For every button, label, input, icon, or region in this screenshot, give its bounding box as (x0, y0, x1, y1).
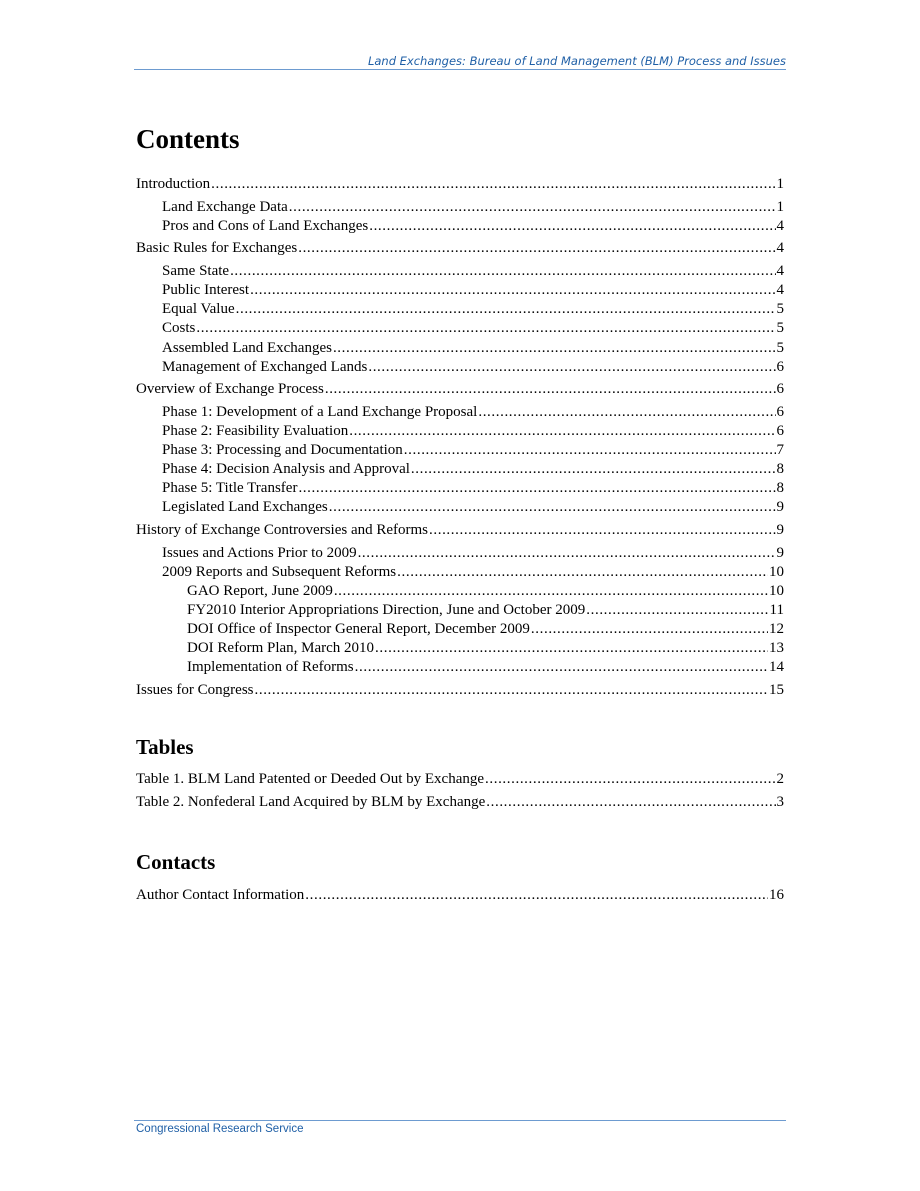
toc-entry-legislated-land-exchanges[interactable]: Legislated Land Exchanges ..... 9 (136, 498, 784, 517)
footer-rule (134, 1120, 786, 1121)
contents-heading: Contents (136, 124, 240, 154)
toc-entry-overview-of-exchange-process[interactable]: Overview of Exchange Process ..... 6 (136, 380, 784, 399)
toc-entry-phase-4[interactable]: Phase 4: Decision Analysis and Approval ..... 8 (136, 460, 784, 479)
header-rule (134, 69, 786, 70)
toc-entry-table-1[interactable]: Table 1. BLM Land Patented or Deeded Out by Exchange ..... 2 (136, 770, 784, 789)
toc-entry-management-of-exchanged-lands[interactable]: Management of Exchanged Lands ..... 6 (136, 358, 784, 377)
toc-entry-public-interest[interactable]: Public Interest ..... 4 (136, 281, 784, 300)
toc-entry-introduction[interactable]: Introduction ..... 1 (136, 175, 784, 194)
toc-entry-doi-reform-plan[interactable]: DOI Reform Plan, March 2010 ..... 13 (136, 639, 784, 658)
toc-entry-equal-value[interactable]: Equal Value ..... 5 (136, 300, 784, 319)
toc-entry-land-exchange-data[interactable]: Land Exchange Data ..... 1 (136, 198, 784, 217)
toc-entry-same-state[interactable]: Same State ..... 4 (136, 262, 784, 281)
toc-entry-doi-oig-report[interactable]: DOI Office of Inspector General Report, December 2009 ..... 12 (136, 620, 784, 639)
toc-entry-implementation-of-reforms[interactable]: Implementation of Reforms ..... 14 (136, 658, 784, 677)
contacts-toc (136, 886, 784, 905)
toc-entry-issues-for-congress[interactable]: Issues for Congress ..... 15 (136, 681, 784, 700)
toc-entry-basic-rules[interactable]: Basic Rules for Exchanges ..... 4 (136, 239, 784, 258)
toc-entry-table-2[interactable]: Table 2. Nonfederal Land Acquired by BLM by Exchange ..... 3 (136, 793, 784, 812)
toc-entry-phase-1[interactable]: Phase 1: Development of a Land Exchange Proposal ..... 6 (136, 403, 784, 422)
contacts-heading: Contacts (136, 850, 216, 874)
toc-entry-costs[interactable]: Costs ..... 5 (136, 319, 784, 338)
toc-entry-pros-and-cons[interactable]: Pros and Cons of Land Exchanges ..... 4 (136, 217, 784, 236)
toc-entry-phase-5[interactable]: Phase 5: Title Transfer ..... 8 (136, 479, 784, 498)
toc-entry-assembled-land-exchanges[interactable]: Assembled Land Exchanges ..... 5 (136, 339, 784, 358)
toc-entry-author-contact[interactable]: Author Contact Information ..... 16 (136, 886, 784, 905)
running-header: Land Exchanges: Bureau of Land Management (BLM) Process and Issues (367, 54, 786, 68)
toc-entry-phase-2[interactable]: Phase 2: Feasibility Evaluation ..... 6 (136, 422, 784, 441)
toc-entry-2009-reports[interactable]: 2009 Reports and Subsequent Reforms ..... 10 (136, 563, 784, 582)
footer-text: Congressional Research Service (136, 1123, 304, 1135)
toc-entry-history[interactable]: History of Exchange Controversies and Reforms ..... 9 (136, 521, 784, 540)
tables-toc (136, 770, 784, 812)
toc-entry-issues-prior-2009[interactable]: Issues and Actions Prior to 2009 ..... 9 (136, 544, 784, 563)
contents-toc (136, 175, 784, 700)
toc-entry-phase-3[interactable]: Phase 3: Processing and Documentation ..... 7 (136, 441, 784, 460)
toc-entry-gao-report[interactable]: GAO Report, June 2009 ..... 10 (136, 582, 784, 601)
tables-heading: Tables (136, 735, 194, 759)
toc-entry-fy2010-appropriations[interactable]: FY2010 Interior Appropriations Direction, June and October 2009 ..... 11 (136, 601, 784, 620)
